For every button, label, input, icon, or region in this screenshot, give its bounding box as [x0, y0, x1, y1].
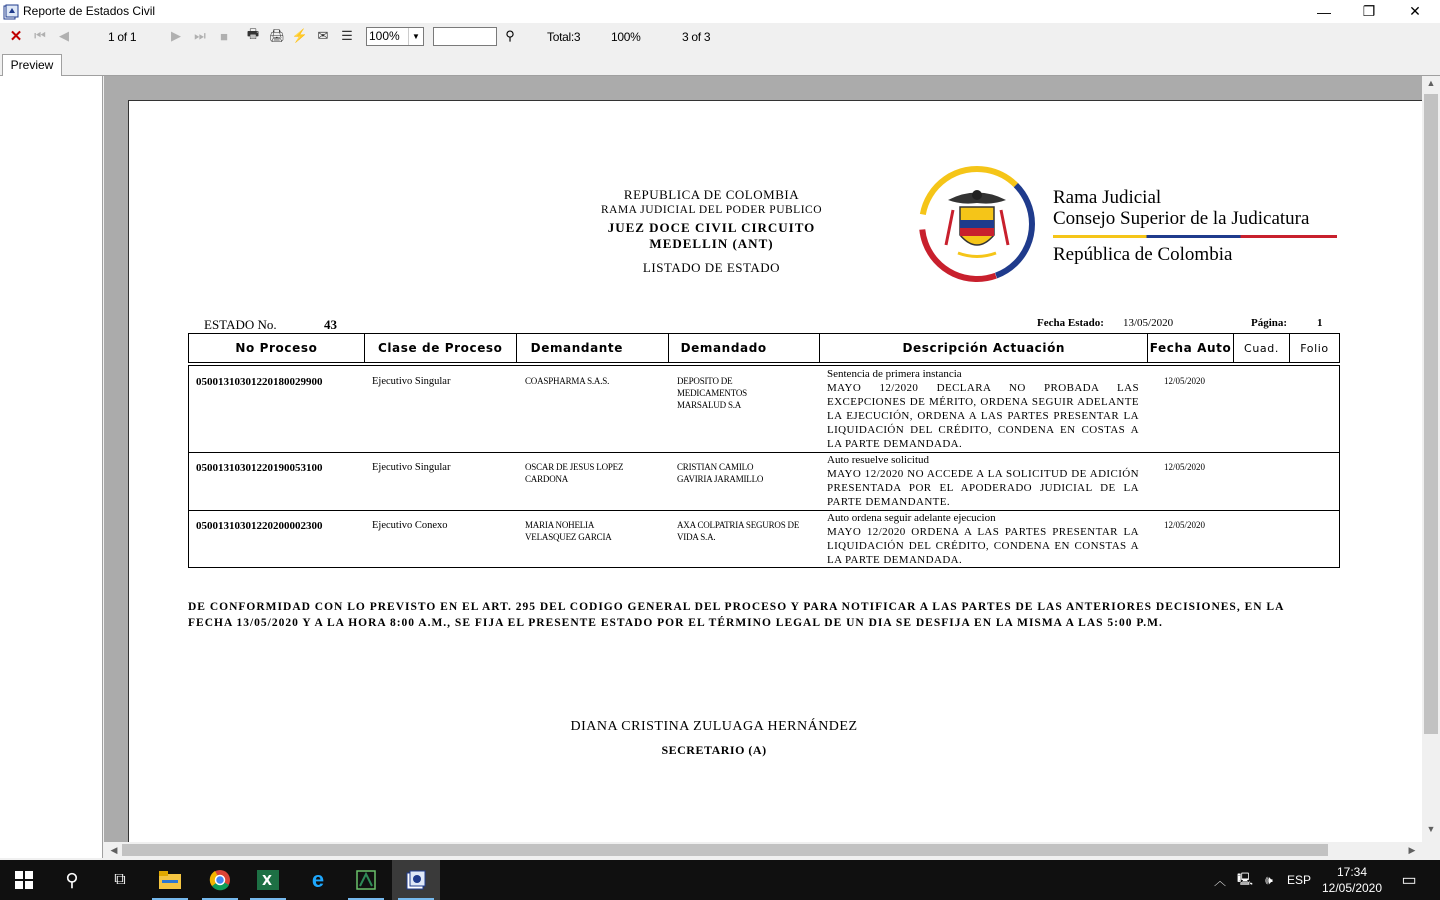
header-ciudad: MEDELLIN (ANT): [649, 236, 774, 251]
logo-rama-judicial: Rama Judicial: [1053, 187, 1162, 208]
internet-explorer-icon[interactable]: e: [311, 867, 325, 892]
row-fecha-auto: 12/05/2020: [1164, 376, 1206, 386]
header-republica: REPUBLICA DE COLOMBIA: [623, 187, 800, 202]
signature-title: SECRETARIO (A): [661, 743, 767, 757]
clock-date: 12/05/2020: [1321, 881, 1383, 895]
col-descripcion: Descripción Actuación: [820, 334, 1148, 363]
row-descripcion: [827, 511, 1139, 567]
row-demandado: CRISTIAN CAMILO GAVIRIA JARAMILLO: [677, 462, 764, 484]
app-icon: [3, 4, 19, 20]
row-clase: Ejecutivo Singular: [372, 376, 451, 387]
zoom-value: 100%: [369, 29, 400, 43]
col-clase-proceso: Clase de Proceso: [364, 334, 516, 363]
horizontal-scrollbar[interactable]: [104, 842, 1422, 858]
signature-name: DIANA CRISTINA ZULUAGA HERNÁNDEZ: [570, 719, 858, 734]
table-row: [188, 365, 1340, 453]
col-fecha-auto: Fecha Auto: [1148, 334, 1234, 363]
col-demandado: Demandado: [668, 334, 820, 363]
table-row: [188, 452, 1340, 511]
scroll-up-icon[interactable]: ▲: [1426, 78, 1436, 88]
scroll-left-icon[interactable]: ◀: [110, 845, 118, 855]
coat-of-arms-logo: [918, 165, 1036, 283]
report-app-taskbar-icon[interactable]: [392, 860, 440, 900]
language-indicator[interactable]: ESP: [1286, 873, 1311, 887]
pagina-value: 1: [1317, 317, 1323, 329]
excel-icon[interactable]: [244, 860, 292, 900]
header-rama: RAMA JUDICIAL DEL PODER PUBLICO: [600, 204, 823, 216]
row-demandado: DEPOSITO DE MEDICAMENTOS MARSALUD S.A: [677, 376, 747, 410]
row-descripcion: [827, 367, 1139, 451]
fecha-estado-value: 13/05/2020: [1123, 317, 1174, 329]
refresh-icon[interactable]: ⚡: [291, 28, 309, 43]
horizontal-scroll-thumb[interactable]: [122, 844, 1328, 856]
header-listado: LISTADO DE ESTADO: [642, 260, 781, 275]
row-no-proceso: 05001310301220190053100: [196, 462, 323, 474]
window-title: Reporte de Estados Civil: [23, 4, 156, 18]
row-clase: Ejecutivo Singular: [372, 462, 451, 473]
estado-label: ESTADO No.: [204, 317, 277, 332]
row-fecha-auto: 12/05/2020: [1164, 520, 1206, 530]
search-input[interactable]: [433, 27, 497, 46]
vertical-scrollbar[interactable]: [1422, 76, 1440, 842]
percent-indicator: 100%: [611, 30, 641, 44]
show-hidden-icons-icon[interactable]: ︿: [1213, 873, 1226, 888]
report-page: [128, 100, 1422, 842]
legal-note: DE CONFORMIDAD CON LO PREVISTO EN EL ART. 295 DEL CODIGO GENERAL DEL PROCESO Y PARA NOTIFICAR A LAS PARTES DE LAS ANTERIORES DECISIONES, EN LA FECHA 13/05/2020 Y A LA HORA 8:00 A.M., SE FIJA EL PRESENTE ESTADO POR EL TÉRMINO LEGAL DE UN DIA SE DESFIJA EN LA MISMA A LAS 5:00 P.M.: [188, 601, 1284, 629]
report-viewer: [104, 76, 1422, 842]
next-page-icon[interactable]: ▶: [171, 28, 181, 43]
search-icon[interactable]: ⚲: [65, 869, 79, 890]
page-indicator: 1 of 1: [108, 30, 137, 44]
first-page-icon[interactable]: ⏮: [34, 28, 46, 43]
clock[interactable]: [1318, 860, 1386, 900]
row-demandante: MARIA NOHELIA VELASQUEZ GARCIA: [525, 520, 612, 542]
row-demandante: COASPHARMA S.A.S.: [525, 376, 610, 386]
logo-republica: República de Colombia: [1053, 244, 1233, 265]
start-button[interactable]: [0, 860, 48, 900]
col-cuad: Cuad.: [1234, 334, 1290, 363]
minimize-button[interactable]: —: [1317, 3, 1331, 20]
tab-bar: [0, 51, 1440, 76]
clock-time: 17:34: [1336, 865, 1368, 879]
table-row: [188, 510, 1340, 568]
task-view-icon[interactable]: ⧉: [114, 871, 126, 888]
row-desc-body: MAYO 12/2020 NO ACCEDE A LA SOLICITUD DE ADICIÓN PRESENTADA POR EL APODERADO JUDICIAL DE LA PARTE DEMANDANTE.: [827, 468, 1139, 508]
row-descripcion: [827, 453, 1139, 509]
tab-preview[interactable]: Preview: [2, 54, 62, 77]
chevron-down-icon: ▼: [408, 28, 423, 45]
zoom-select[interactable]: [366, 27, 424, 46]
report-toolbar: [0, 23, 1440, 51]
close-window-button[interactable]: ✕: [1409, 3, 1421, 19]
scroll-right-icon[interactable]: ▶: [1408, 845, 1416, 855]
row-desc-title: Sentencia de primera instancia: [827, 368, 962, 380]
row-desc-title: Auto resuelve solicitud: [827, 454, 930, 466]
group-tree-panel: [0, 76, 103, 858]
row-demandado: AXA COLPATRIA SEGUROS DE VIDA S.A.: [677, 520, 800, 542]
vertical-scroll-thumb[interactable]: [1424, 94, 1438, 734]
app-tool-icon[interactable]: [342, 860, 390, 900]
notifications-icon[interactable]: ▭: [1401, 872, 1417, 889]
print-setup-icon[interactable]: 🖨: [268, 28, 286, 43]
volume-icon[interactable]: 🕪: [1265, 872, 1273, 887]
file-explorer-icon[interactable]: [146, 860, 194, 900]
windows-icon: [15, 871, 33, 889]
row-no-proceso: 05001310301220200002300: [196, 520, 323, 532]
col-demandante: Demandante: [516, 334, 668, 363]
total-records: Total:3: [547, 30, 581, 44]
row-fecha-auto: 12/05/2020: [1164, 462, 1206, 472]
pagina-label: Página:: [1251, 317, 1288, 329]
row-desc-body: MAYO 12/2020 DECLARA NO PROBADA LAS EXCEPCIONES DE MÉRITO, ORDENA SEGUIR ADELANTE LA EJECUCIÓN, ORDENA A LAS PARTES PRESENTAR LA LIQUIDACIÓN DEL CRÉDITO, CONDENA EN COSTAS A LA PARTE DEMANDADA.: [827, 382, 1139, 450]
scroll-corner: [1422, 842, 1440, 858]
estado-number: 43: [324, 317, 337, 332]
logo-flag-line: [1053, 235, 1337, 238]
stop-icon[interactable]: ■: [220, 28, 228, 44]
row-desc-title: Auto ordena seguir adelante ejecucion: [827, 512, 996, 524]
close-report-icon[interactable]: ✕: [9, 28, 23, 45]
binoculars-icon[interactable]: ⚲: [505, 28, 515, 43]
logo-consejo: Consejo Superior de la Judicatura: [1053, 208, 1310, 229]
print-icon[interactable]: 🖶: [246, 26, 260, 41]
record-indicator: 3 of 3: [682, 30, 711, 44]
previous-page-icon[interactable]: ◀: [59, 28, 69, 43]
estado-table-header: [188, 333, 1340, 363]
row-demandante: OSCAR DE JESUS LOPEZ CARDONA: [525, 462, 624, 484]
row-desc-body: MAYO 12/2020 ORDENA A LAS PARTES PRESENTAR LA LIQUIDACIÓN DEL CRÉDITO, CONDENA EN CONSTAS A LA PARTE DEMANDADA.: [827, 526, 1139, 566]
taskbar: [0, 860, 1440, 900]
chrome-icon[interactable]: [196, 860, 244, 900]
title-bar: [0, 0, 1440, 23]
row-clase: Ejecutivo Conexo: [372, 520, 448, 531]
group-tree-icon[interactable]: ☰: [341, 28, 353, 43]
export-icon[interactable]: ✉: [317, 28, 329, 43]
col-folio: Folio: [1289, 334, 1339, 363]
last-page-icon[interactable]: ⏭: [194, 28, 206, 43]
scroll-down-icon[interactable]: ▼: [1426, 824, 1436, 834]
svg-text:X: X: [262, 874, 273, 889]
restore-button[interactable]: ❐: [1362, 3, 1376, 19]
fecha-estado-label: Fecha Estado:: [1037, 317, 1104, 329]
network-icon[interactable]: 🖳: [1236, 871, 1253, 886]
header-juez: JUEZ DOCE CIVIL CIRCUITO: [607, 220, 816, 235]
col-no-proceso: No Proceso: [189, 334, 365, 363]
row-no-proceso: 05001310301220180029900: [196, 376, 323, 388]
